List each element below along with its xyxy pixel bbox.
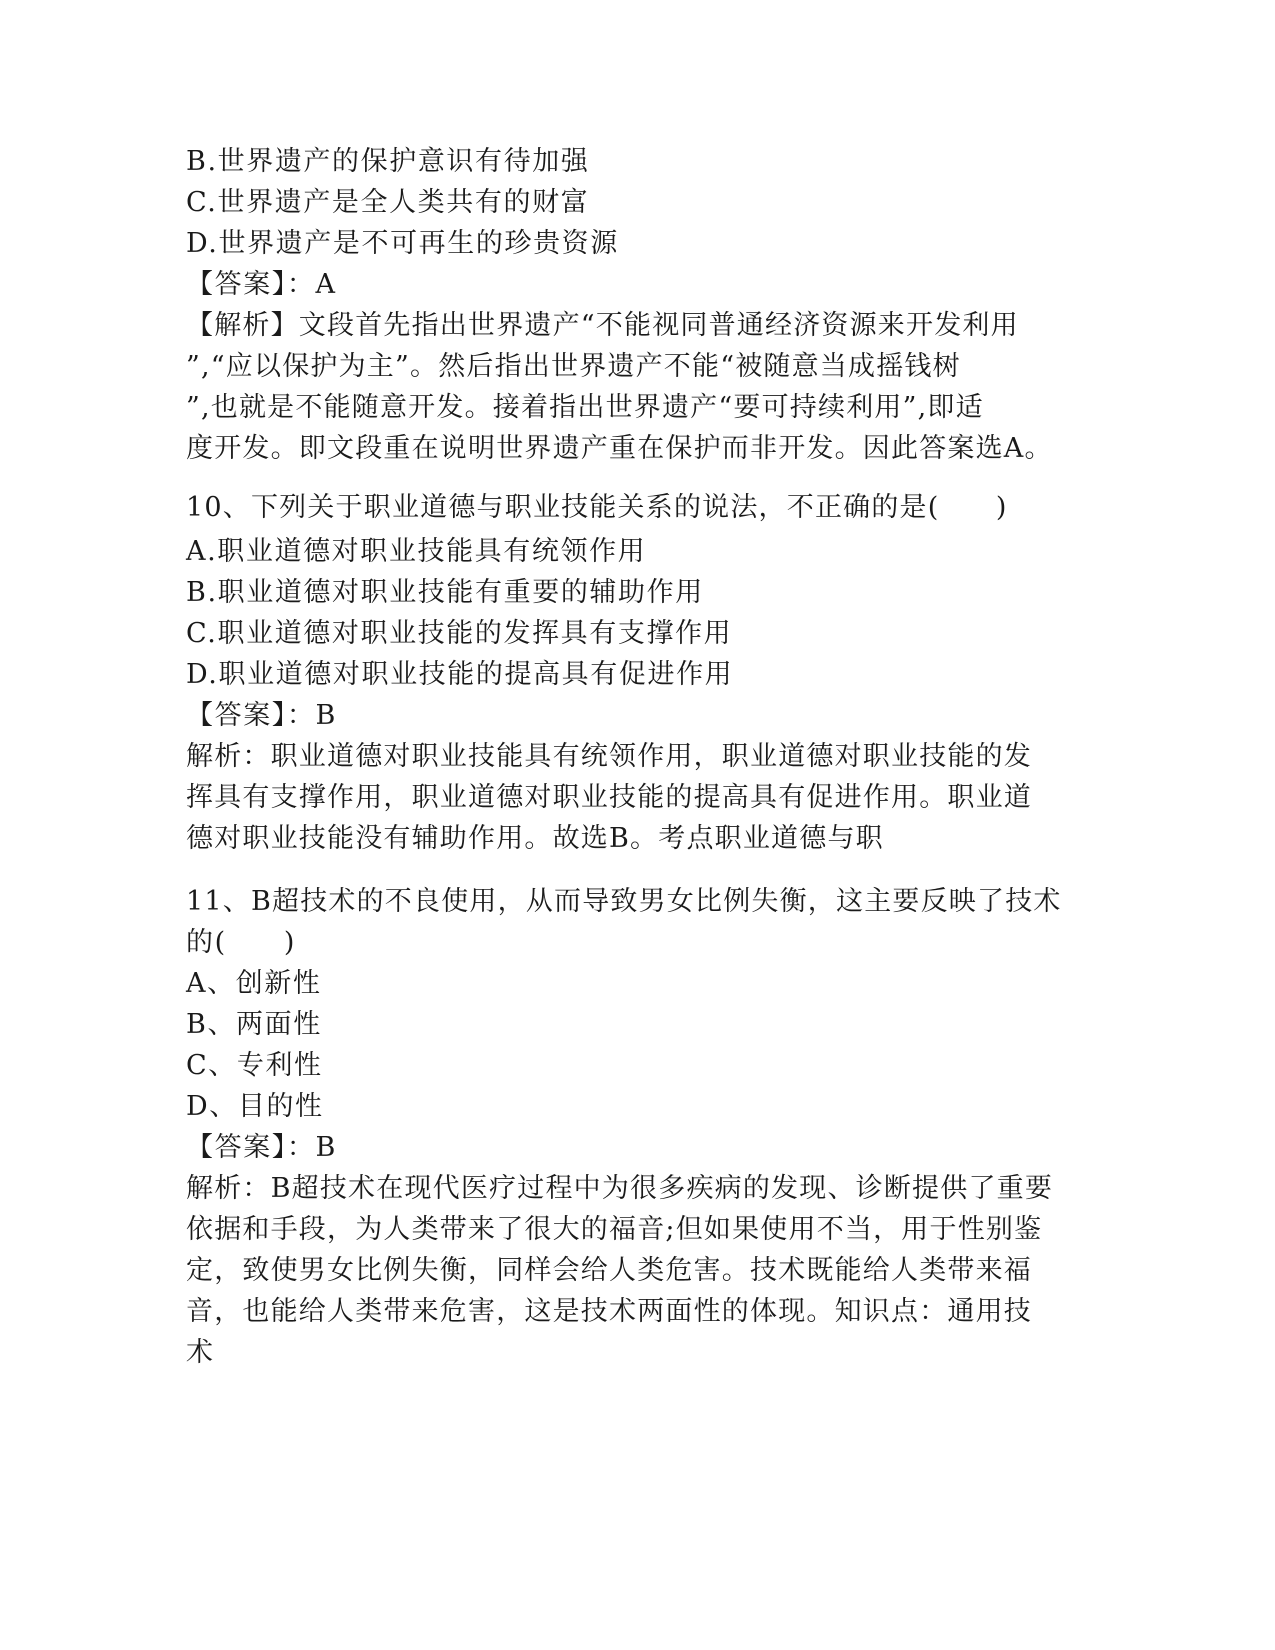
q11-option-b: B、两面性 bbox=[186, 1009, 322, 1040]
q9-analysis-line: 【解析】文段首先指出世界遗产“不能视同普通经济资源来开发利用 bbox=[186, 310, 1019, 341]
q9-answer: 【答案】：A bbox=[186, 269, 337, 300]
q10-analysis-line: 挥具有支撑作用，职业道德对职业技能的提高具有促进作用。职业道 bbox=[186, 782, 1032, 813]
q11-analysis-line: 术 bbox=[186, 1337, 215, 1368]
q9-option-d: D.世界遗产是不可再生的珍贵资源 bbox=[186, 228, 619, 259]
q10-option-b: B.职业道德对职业技能有重要的辅助作用 bbox=[186, 577, 704, 608]
q10-option-d: D.职业道德对职业技能的提高具有促进作用 bbox=[186, 659, 734, 690]
q11-option-d: D、目的性 bbox=[186, 1091, 324, 1122]
q9-option-b: B.世界遗产的保护意识有待加强 bbox=[186, 146, 590, 177]
q10-option-a: A.职业道德对职业技能具有统领作用 bbox=[186, 536, 647, 567]
q11-option-a: A、创新性 bbox=[186, 968, 322, 999]
q10-option-c: C.职业道德对职业技能的发挥具有支撑作用 bbox=[186, 618, 733, 649]
q11-stem-line: 11、B超技术的不良使用，从而导致男女比例失衡，这主要反映了技术 bbox=[186, 886, 1062, 917]
q9-analysis-line: ”,也就是不能随意开发。接着指出世界遗产“要可持续利用”,即适 bbox=[186, 392, 984, 423]
q10-analysis-line: 解析：职业道德对职业技能具有统领作用，职业道德对职业技能的发 bbox=[186, 741, 1032, 772]
q11-analysis-line: 定，致使男女比例失衡，同样会给人类危害。技术既能给人类带来福 bbox=[186, 1255, 1032, 1286]
q9-analysis-line: ”,“应以保护为主”。然后指出世界遗产不能“被随意当成摇钱树 bbox=[186, 351, 961, 382]
q10-answer: 【答案】：B bbox=[186, 700, 337, 731]
q11-analysis-line: 解析：B超技术在现代医疗过程中为很多疾病的发现、诊断提供了重要 bbox=[186, 1173, 1054, 1204]
q11-answer: 【答案】：B bbox=[186, 1132, 337, 1163]
q11-analysis-line: 音，也能给人类带来危害，这是技术两面性的体现。知识点：通用技 bbox=[186, 1296, 1032, 1327]
q10-analysis-line: 德对职业技能没有辅助作用。故选B。考点职业道德与职 bbox=[186, 823, 884, 854]
q11-analysis-line: 依据和手段，为人类带来了很大的福音;但如果使用不当，用于性别鉴 bbox=[186, 1214, 1043, 1245]
q10-stem: 10、下列关于职业道德与职业技能关系的说法，不正确的是( ) bbox=[186, 492, 1008, 523]
q11-option-c: C、专利性 bbox=[186, 1050, 323, 1081]
q9-option-c: C.世界遗产是全人类共有的财富 bbox=[186, 187, 590, 218]
q9-analysis-line: 度开发。即文段重在说明世界遗产重在保护而非开发。因此答案选A。 bbox=[186, 433, 1053, 464]
q11-stem-line: 的( ) bbox=[186, 927, 297, 958]
